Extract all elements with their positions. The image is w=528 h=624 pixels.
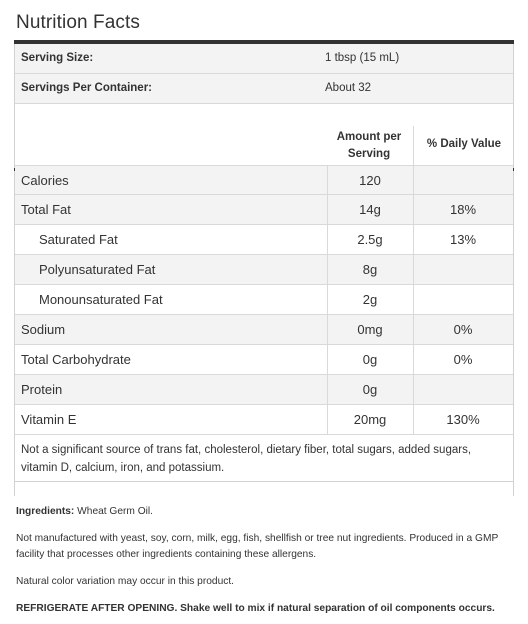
serving-size-value: 1 tbsp (15 mL) [325, 52, 400, 64]
nutrient-amount: 20mg [353, 412, 387, 427]
daily-value-header: % Daily Value [426, 138, 502, 150]
nutrient-amount: 0g [362, 382, 378, 397]
nutrient-amount: 0g [362, 352, 378, 367]
nutrient-name: Saturated Fat [39, 232, 118, 247]
nutrient-row-total-fat [15, 195, 513, 225]
nutrient-daily-value: 0% [453, 352, 473, 367]
nutrient-row-vitamin-e [15, 405, 513, 435]
nutrient-name: Monounsaturated Fat [39, 292, 163, 307]
ingredients-line [16, 504, 506, 520]
nutrient-daily-value: 0% [453, 322, 473, 337]
nutrient-name: Calories [21, 173, 69, 188]
nutrient-row-protein [15, 375, 513, 405]
nutrient-row-monounsaturated-fat [15, 285, 513, 315]
nutrient-daily-value: 18% [449, 202, 477, 217]
nutrient-row-saturated-fat [15, 225, 513, 255]
nutrient-amount: 14g [359, 202, 381, 217]
nutrient-name: Total Fat [21, 202, 71, 217]
nutrient-name: Total Carbohydrate [21, 352, 131, 367]
nutrient-name: Polyunsaturated Fat [39, 262, 156, 277]
servings-per-container-row [15, 74, 513, 104]
nutrient-amount: 2g [362, 292, 378, 307]
cell-divider [413, 255, 414, 285]
servings-per-container-value: About 32 [325, 82, 372, 94]
nutrient-row-total-carbohydrate [15, 345, 513, 375]
serving-size-label: Serving Size: [21, 52, 94, 64]
label-title: Nutrition Facts [16, 12, 140, 33]
nutrient-daily-value: 13% [449, 232, 477, 247]
amount-header-line2: Serving [347, 148, 391, 160]
amount-header-line1: Amount per [336, 131, 402, 143]
allergen-note: Not manufactured with yeast, soy, corn, milk, egg, fish, shellfish or tree nut ingredients. Produced in a GMP facility that processes other ingredients containing these allergens. [16, 533, 499, 560]
serving-size-row [15, 44, 513, 74]
color-variation-note: Natural color variation may occur in this product. [16, 576, 234, 587]
nutrient-daily-value: 130% [446, 412, 480, 427]
servings-per-container-label: Servings Per Container: [21, 82, 153, 94]
nutrient-row-sodium [15, 315, 513, 345]
nutrient-amount: 0mg [357, 322, 383, 337]
nutrient-name: Vitamin E [21, 412, 77, 427]
table-footnote: Not a significant source of trans fat, cholesterol, dietary fiber, total sugars, added sugars, vitamin D, calcium, iron, and potassium. [15, 436, 513, 482]
nutrient-amount: 120 [359, 173, 381, 188]
nutrient-name: Protein [21, 382, 63, 397]
cell-divider [413, 375, 414, 405]
cell-divider [413, 285, 414, 315]
ingredients-label: Ingredients: [16, 506, 75, 517]
nutrient-amount: 8g [362, 262, 378, 277]
nutrient-row-polyunsaturated-fat [15, 255, 513, 285]
table-header [15, 104, 513, 168]
ingredients-value: Wheat Germ Oil. [77, 506, 154, 517]
amount-per-serving-header [327, 129, 411, 163]
nutrient-name: Sodium [21, 322, 66, 337]
cell-divider [413, 166, 414, 196]
header-divider [413, 126, 414, 168]
storage-note: REFRIGERATE AFTER OPENING. Shake well to mix if natural separation of oil components occurs. [16, 603, 495, 614]
facts-table [14, 44, 514, 496]
nutrient-row-calories [15, 165, 513, 195]
nutrient-amount: 2.5g [357, 232, 383, 247]
